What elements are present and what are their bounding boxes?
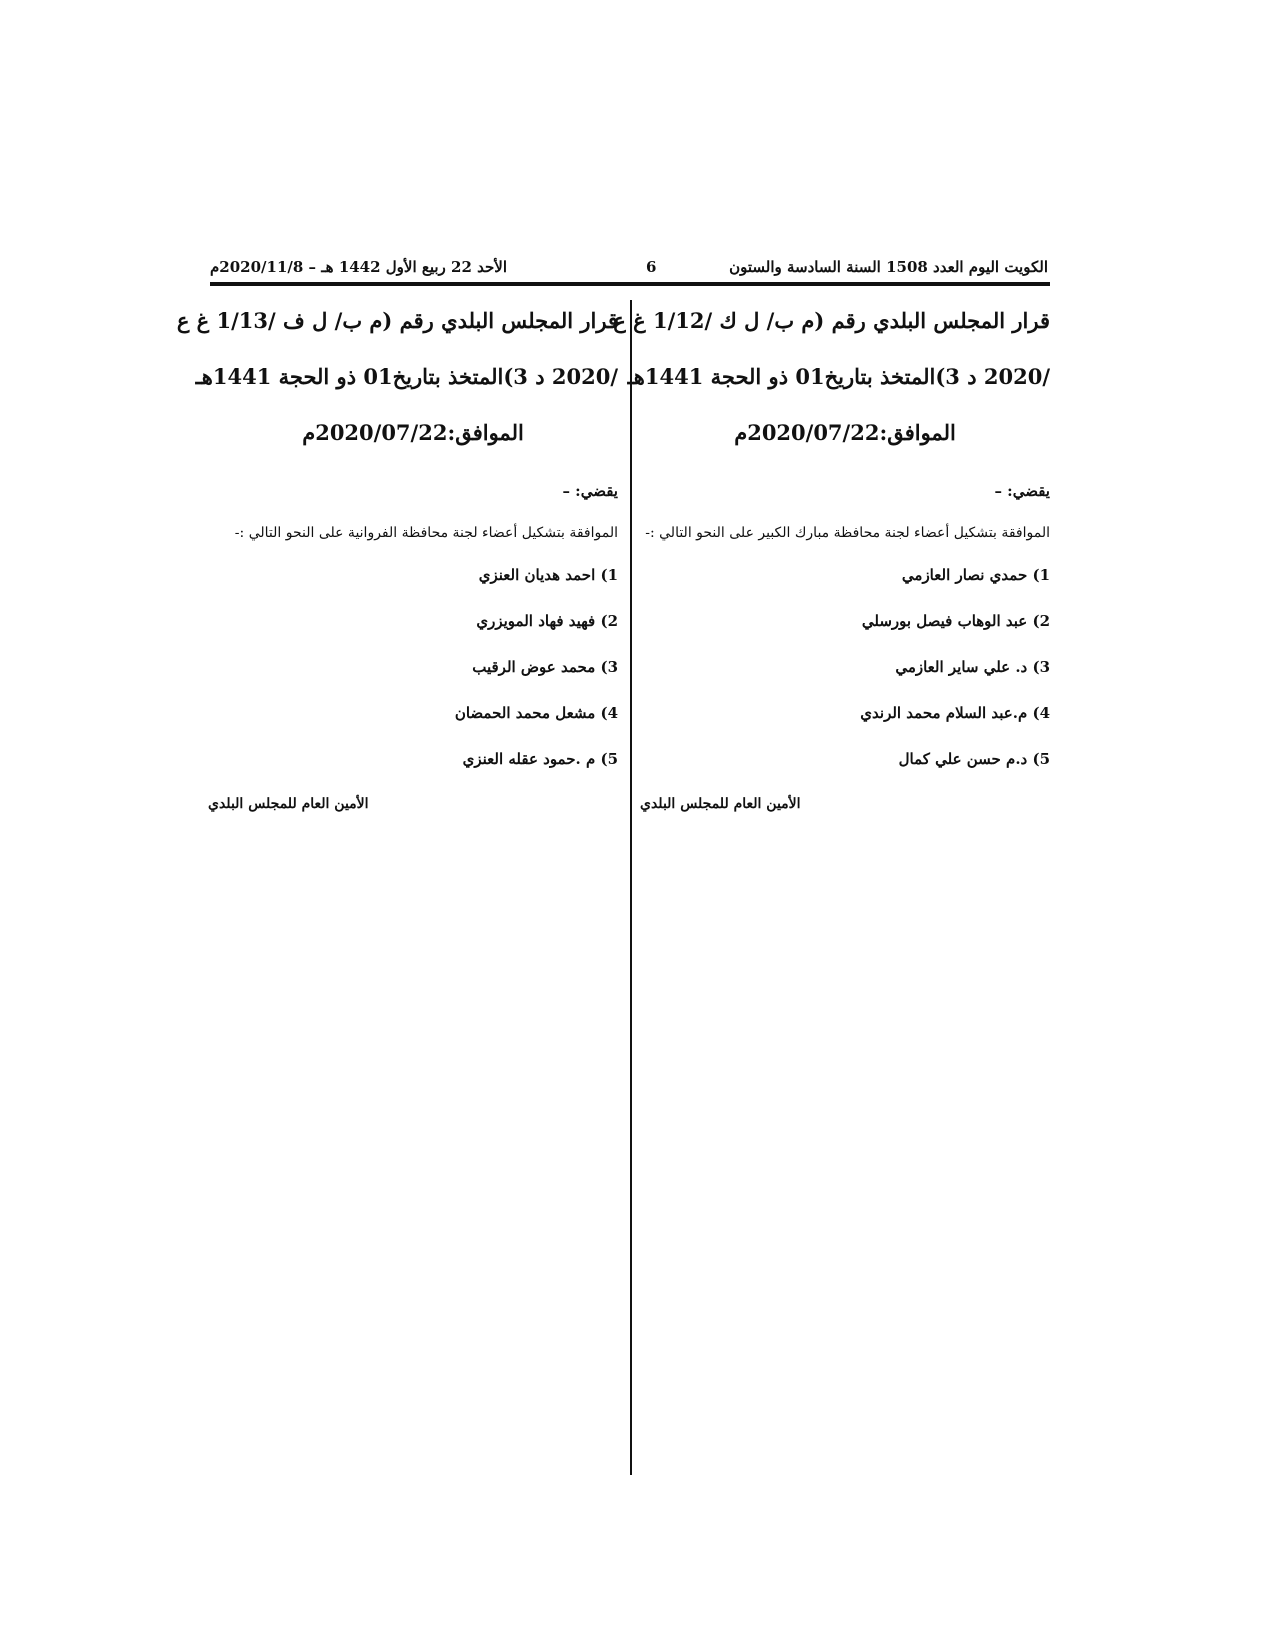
header-publication-info: الكويت اليوم العدد 1508 السنة السادسة والستون [729,258,1048,276]
list-item: 3) محمد عوض الرقيب [472,658,618,676]
page-header [210,258,1048,282]
decision-title-line2: /2020 د 3)المتخذ بتاريخ01 ذو الحجة 1441هـ [627,364,1050,389]
decision-intro: الموافقة بتشكيل أعضاء لجنة محافظة الفروانية على النحو التالي :- [234,525,618,541]
provision-label: يقضي: – [994,482,1050,500]
decision-intro: الموافقة بتشكيل أعضاء لجنة محافظة مبارك الكبير على النحو التالي :- [645,525,1050,541]
list-item: 2) عبد الوهاب فيصل بورسلي [861,612,1050,630]
header-date: الأحد 22 ربيع الأول 1442 هـ – 2020/11/8م [210,258,507,276]
list-item: 5) م .حمود عقله العنزي [462,750,618,768]
column-divider [630,300,632,1475]
list-item: 2) فهيد فهاد المويزري [476,612,618,630]
decision-date: الموافق:2020/07/22م [734,420,956,445]
decision-date: الموافق:2020/07/22م [302,420,524,445]
signature: الأمين العام للمجلس البلدي [208,796,369,812]
list-item: 5) د.م حسن علي كمال [898,750,1050,768]
decision-title-line1: قرار المجلس البلدي رقم (م ب/ ل ك /1/12 غ ع [613,308,1050,333]
page-number: 6 [646,258,657,276]
decision-title-line2: /2020 د 3)المتخذ بتاريخ01 ذو الحجة 1441هـ [195,364,618,389]
list-item: 4) م.عبد السلام محمد الرندي [860,704,1050,722]
list-item: 3) د. علي ساير العازمي [895,658,1050,676]
provision-label: يقضي: – [562,482,618,500]
header-rule [210,282,1050,286]
list-item: 1) حمدي نصار العازمي [901,566,1050,584]
signature: الأمين العام للمجلس البلدي [640,796,801,812]
member-list [455,566,618,796]
decision-title-line1: قرار المجلس البلدي رقم (م ب/ ل ف /1/13 غ ع [176,308,618,333]
list-item: 4) مشعل محمد الحمضان [454,704,618,722]
list-item: 1) احمد هديان العنزي [478,566,618,584]
member-list [860,566,1050,796]
